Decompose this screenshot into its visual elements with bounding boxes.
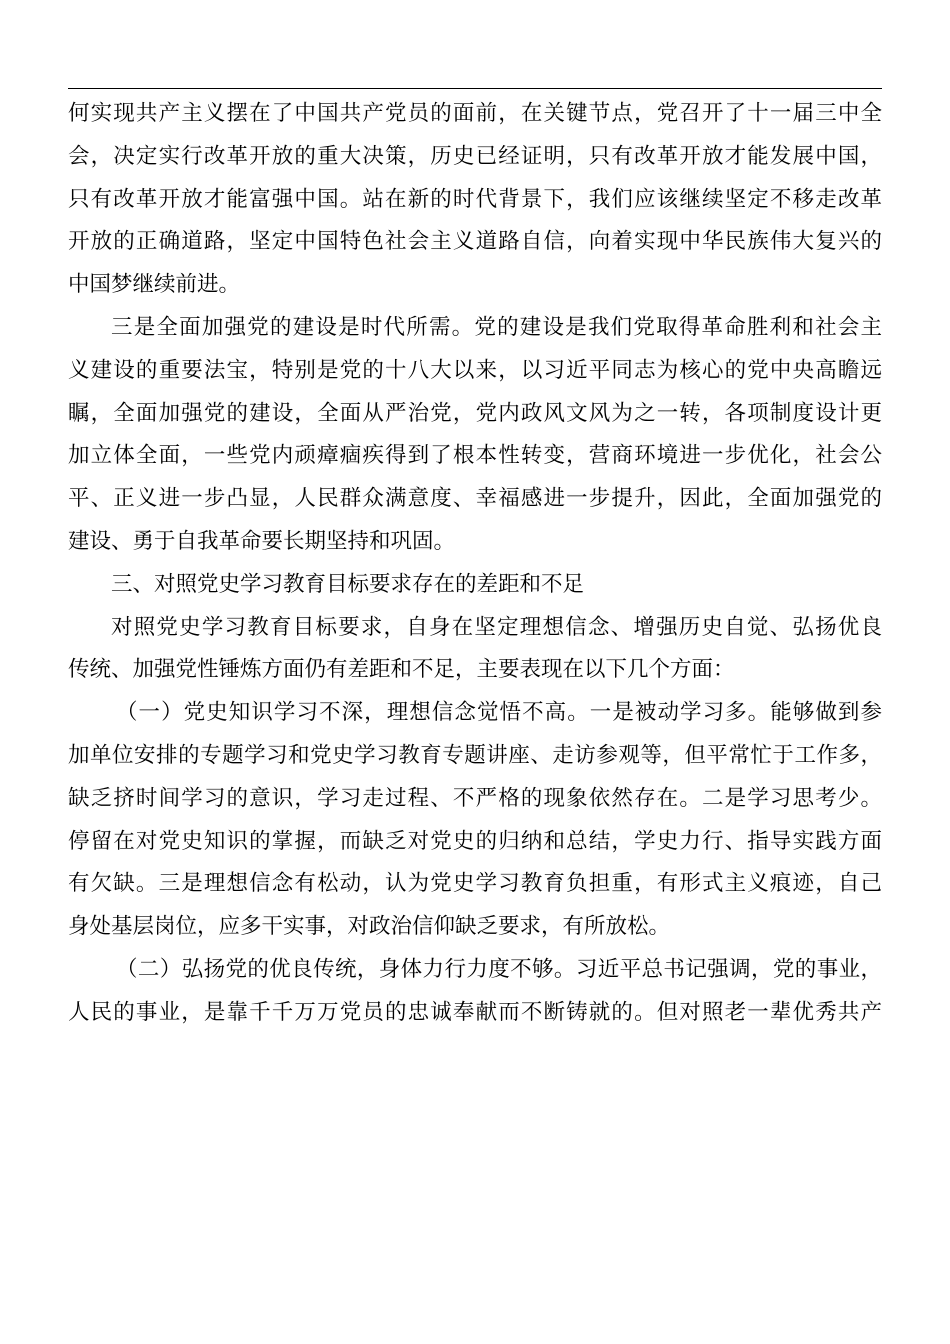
text-line: 建设、勇于自我革命要长期坚持和巩固。 [68,528,456,554]
text-line: 传统、加强党性锤炼方面仍有差距和不足，主要表现在以下几个方面： [68,657,735,683]
text-line: 平、正义进一步凸显，人民群众满意度、幸福感进一步提升，因此，全面加强党的 [68,486,882,512]
header-rule [68,88,882,89]
text-line: 义建设的重要法宝，特别是党的十八大以来，以习近平同志为核心的党中央高瞻远 [68,357,882,383]
text-line: 有欠缺。三是理想信念有松动，认为党史学习教育负担重，有形式主义痕迹，自己 [68,871,882,897]
text-line: 加立体全面，一些党内顽瘴痼疾得到了根本性转变，营商环境进一步优化，社会公 [68,443,882,469]
paragraph-first-line: （二）弘扬党的优良传统，身体力行力度不够。习近平总书记强调，党的事业， [116,956,882,982]
text-line: 开放的正确道路，坚定中国特色社会主义道路自信，向着实现中华民族伟大复兴的 [68,229,882,255]
document-body [68,93,882,1035]
text-line: 只有改革开放才能富强中国。站在新的时代背景下，我们应该继续坚定不移走改革 [68,186,882,212]
text-line: 缺乏挤时间学习的意识，学习走过程、不严格的现象依然存在。二是学习思考少。 [68,785,882,811]
text-line: 加单位安排的专题学习和党史学习教育专题讲座、走访参观等，但平常忙于工作多， [68,742,882,768]
text-line: 中国梦继续前进。 [68,272,241,298]
section-heading: 三、对照党史学习教育目标要求存在的差距和不足 [111,571,585,597]
paragraph-first-line: （一）党史知识学习不深，理想信念觉悟不高。一是被动学习多。能够做到参 [116,700,882,726]
text-line: 停留在对党史知识的掌握，而缺乏对党史的归纳和总结，学史力行、指导实践方面 [68,828,882,854]
text-line: 会，决定实行改革开放的重大决策，历史已经证明，只有改革开放才能发展中国， [68,143,882,169]
paragraph-first-line: 对照党史学习教育目标要求，自身在坚定理想信念、增强历史自觉、弘扬优良 [111,614,882,640]
text-line: 人民的事业，是靠千千万万党员的忠诚奉献而不断铸就的。但对照老一辈优秀共产 [68,999,882,1025]
text-line: 身处基层岗位，应多干实事，对政治信仰缺乏要求，有所放松。 [68,914,671,940]
text-line: 何实现共产主义摆在了中国共产党员的面前，在关键节点，党召开了十一届三中全 [68,101,882,126]
paragraph-first-line: 三是全面加强党的建设是时代所需。党的建设是我们党取得革命胜利和社会主 [111,314,882,340]
text-line: 瞩，全面加强党的建设，全面从严治党，党内政风文风为之一转，各项制度设计更 [68,400,882,426]
